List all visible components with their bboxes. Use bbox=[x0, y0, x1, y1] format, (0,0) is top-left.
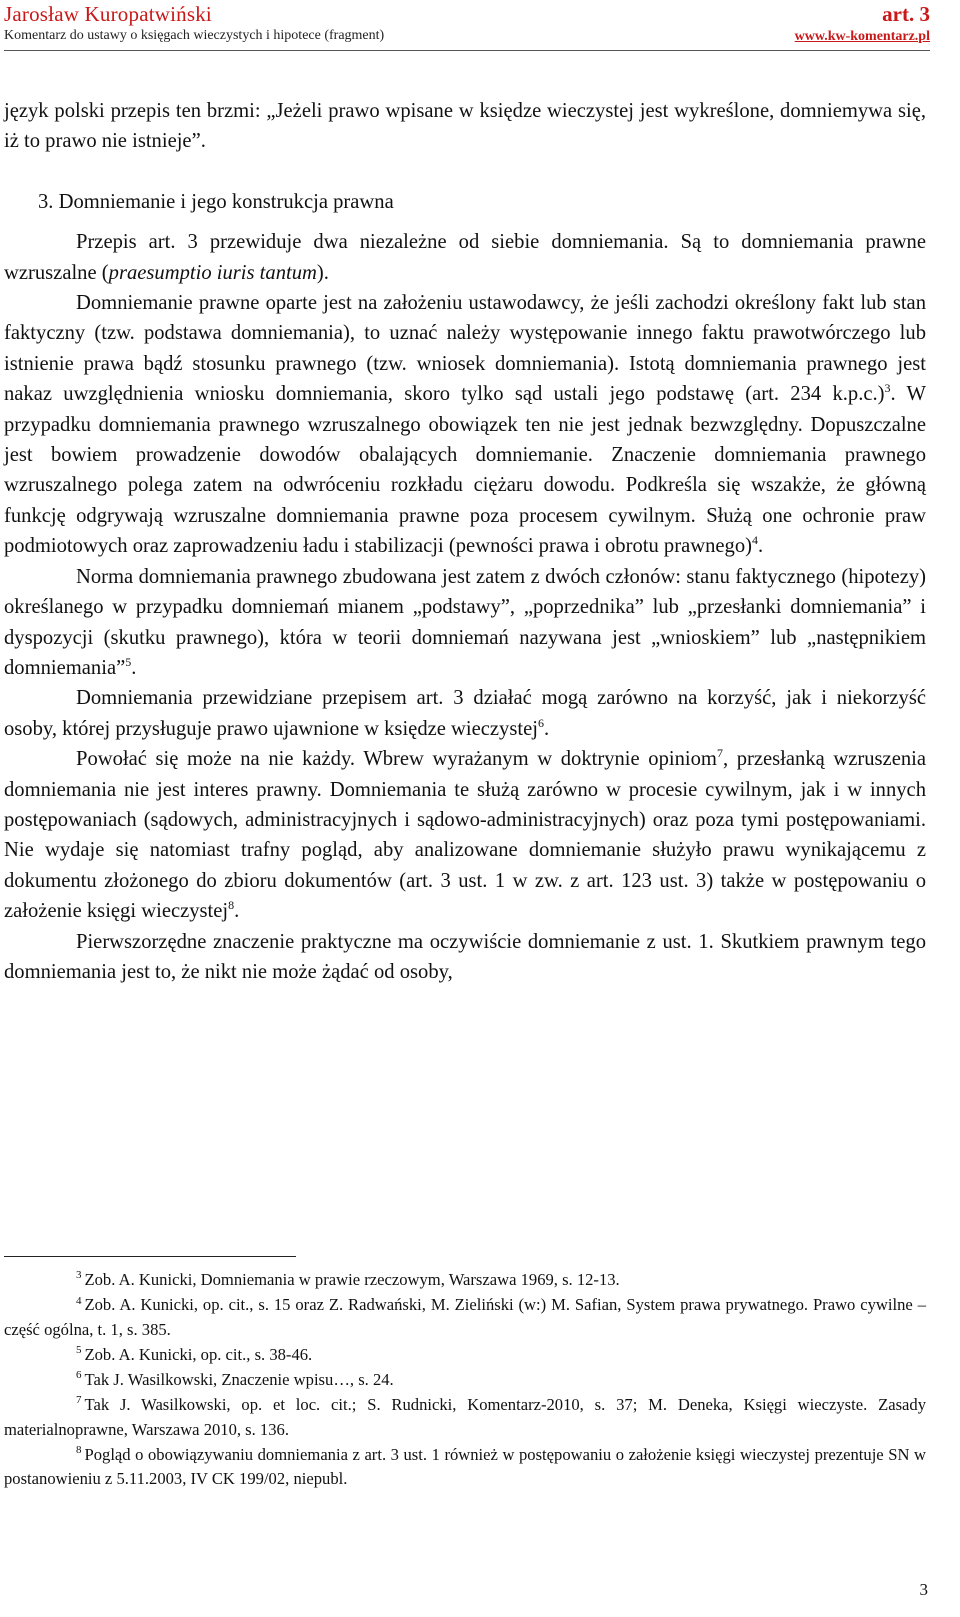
footnote-divider bbox=[4, 1256, 296, 1257]
footnote-ref-6[interactable]: 6 bbox=[537, 715, 544, 730]
footnote-5: $^5$ Zob. A. Kunicki, op. cit., s. 38-46. bbox=[76, 1344, 313, 1364]
paragraph-1: Przepis art. 3 przewiduje dwa niezależne od siebie domniemania. Są to domniemania prawne wzruszalne (praesumptio iuris tantum). bbox=[4, 231, 926, 284]
paragraph-5: Powołać się może na nie każdy. Wbrew wyrażanym w doktrynie opiniom$^7$, przesłanką wzruszenia domniemania nie jest interes prawny. Domniemania te służą zarówno w procesie cywilnym, jak i w innych postępowaniach (sądowych, administracyjnych i sądowo-administracyjnych) oraz poza tymi postępowaniami. Nie wydaje się natomiast trafny pogląd, aby analizowane domniemanie służyło prawu wynikającemu z dokumentu złożonego do zbioru dokumentów (art. 3 ust. 1 w zw. z art. 123 ust. 3) także w postępowaniu o założenie księgi wieczystej$^8$. bbox=[4, 746, 926, 923]
header-url-link[interactable]: www.kw-komentarz.pl bbox=[794, 29, 930, 44]
paragraph-6: Pierwszorzędne znaczenie praktyczne ma oczywiście domniemanie z ust. 1. Skutkiem prawnym tego domniemania jest to, że nikt nie może żądać od osoby, bbox=[4, 930, 926, 983]
section-heading: 3. Domniemanie i jego konstrukcja prawna bbox=[38, 190, 394, 213]
footnote-ref-3[interactable]: 3 bbox=[884, 381, 891, 396]
header-subtitle: Komentarz do ustawy o księgach wieczystych i hipotece (fragment) bbox=[4, 28, 385, 43]
footnote-4: $^4$ Zob. A. Kunicki, op. cit., s. 15 oraz Z. Radwański, M. Zieliński (w:) M. Safian, System prawa prywatnego. Prawo cywilne – część ogólna, t. 1, s. 385. bbox=[4, 1294, 926, 1339]
header-article: art. 3 bbox=[882, 2, 930, 26]
footnote-ref-4[interactable]: 4 bbox=[751, 533, 758, 548]
footnote-6: $^6$ Tak J. Wasilkowski, Znaczenie wpisu…, s. 24. bbox=[76, 1369, 394, 1389]
footnote-ref-8[interactable]: 8 bbox=[228, 898, 235, 913]
page-number: 3 bbox=[919, 1580, 928, 1599]
footnote-ref-5[interactable]: 5 bbox=[125, 655, 132, 670]
footnotes bbox=[4, 1268, 926, 1492]
footnote-7: $^7$ Tak J. Wasilkowski, op. et loc. cit.; S. Rudnicki, Komentarz-2010, s. 37; M. Deneka, Księgi wieczyste. Zasady materialnoprawne, Warszawa 2010, s. 136. bbox=[4, 1394, 926, 1439]
header-divider bbox=[4, 50, 930, 51]
latin-term: praesumptio iuris tantum bbox=[108, 261, 317, 284]
paragraph-3: Norma domniemania prawnego zbudowana jest zatem z dwóch członów: stanu faktycznego (hipotezy) określanego w przypadku domniemań mianem „podstawy”, „poprzednika” lub „przesłanki domniemania” i dyspozycji (skutku prawnego), która w teorii domniemań nazywana jest „wnioskiem” lub „następnikiem domniemania”$^5$. bbox=[4, 565, 926, 679]
footnote-3: $^3$ Zob. A. Kunicki, Domniemania w prawie rzeczowym, Warszawa 1969, s. 12-13. bbox=[76, 1269, 620, 1289]
footnote-ref-7[interactable]: 7 bbox=[716, 746, 723, 761]
paragraph-intro: język polski przepis ten brzmi: „Jeżeli prawo wpisane w księdze wieczystej jest wykreślone, domniemywa się, iż to prawo nie istnieje”. bbox=[4, 100, 926, 153]
paragraph-4: Domniemania przewidziane przepisem art. 3 działać mogą zarówno na korzyść, jak i niekorzyść osoby, której przysługuje prawo ujawnione w księdze wieczystej$^6$. bbox=[4, 687, 926, 740]
main-text bbox=[4, 96, 926, 987]
paragraph-2: Domniemanie prawne oparte jest na założeniu ustawodawcy, że jeśli zachodzi określony fakt lub stan faktyczny (tzw. podstawa domniemania), to uznać należy występowanie innego faktu prawotwórczego lub istnienie prawa bądź stosunku prawnego (tzw. wniosek domniemania). Istotą domniemania prawnego jest nakaz uwzględnienia wniosku domniemania, skoro tylko sąd ustali jego podstawę (art. 234 k.p.c.)$^3$. W przypadku domniemania prawnego wzruszalnego obowiązek ten nie jest jednak bezwzględny. Dopuszczalne jest bowiem prowadzenie dowodów obalających domniemanie. Znaczenie domniemania prawnego wzruszalnego polega zatem na odwróceniu rozkładu ciężaru dowodu. Podkreśla się wszakże, że główną funkcję odgrywają wzruszalne domniemania prawne poza procesem cywilnym. Służą one ochronie praw podmiotowych oraz zaprowadzeniu ładu i stabilizacji (pewności prawa i obrotu prawnego)$^4$. bbox=[4, 292, 926, 558]
footnote-8: $^8$ Pogląd o obowiązywaniu domniemania z art. 3 ust. 1 również w postępowaniu o założenie księgi wieczystej prezentuje SN w postanowieniu z 5.11.2003, IV CK 199/02, niepubl. bbox=[4, 1444, 926, 1489]
header-author: Jarosław Kuropatwiński bbox=[4, 2, 212, 26]
